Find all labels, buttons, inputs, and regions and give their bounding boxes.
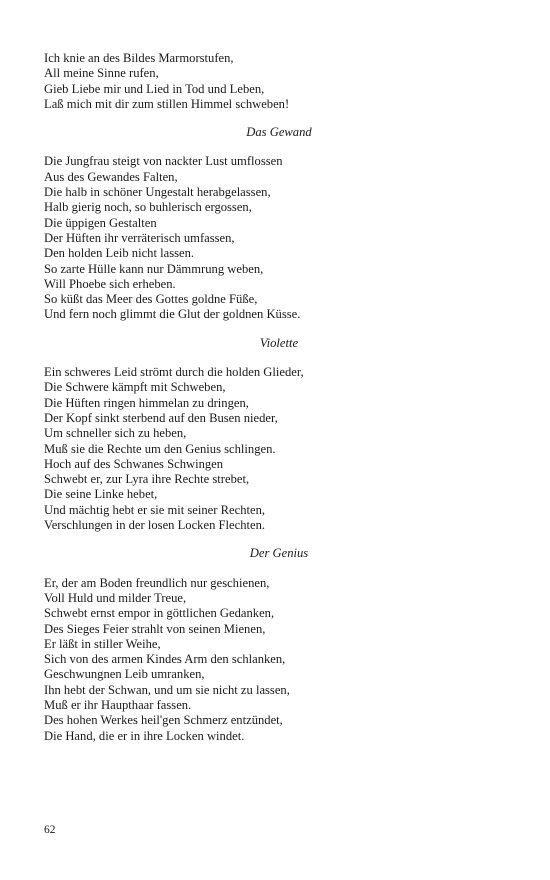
poem-page [44,51,514,744]
verse-line: Der Kopf sinkt sterbend auf den Busen nieder, [44,410,278,425]
verse-line: Er, der am Boden freundlich nur geschienen, [44,575,270,590]
verse-line: Sich von des armen Kindes Arm den schlanken, [44,652,286,667]
verse-line: Und fern noch glimmt die Glut der goldnen Küsse. [44,307,301,322]
verse-line: Ihn hebt der Schwan, und um sie nicht zu lassen, [44,682,290,697]
section-heading-violette: Violette [259,335,299,350]
verse-line: Schwebt er, zur Lyra ihre Rechte strebet, [44,472,250,487]
stanza-violette [44,365,514,533]
verse-line: Will Phoebe sich erheben. [44,276,176,291]
stanza-der-genius [44,576,514,744]
verse-line: Laß mich mit dir zum stillen Himmel schweben! [44,96,290,111]
verse-line: Schwebt ernst empor in göttlichen Gedanken, [44,606,275,621]
verse-line: Voll Huld und milder Treue, [44,590,187,605]
verse-line: All meine Sinne rufen, [44,66,159,81]
section-heading-der-genius: Der Genius [249,546,309,561]
verse-line: Die Hüften ringen himmelan zu dringen, [44,395,249,410]
page-number: 62 [44,824,56,836]
verse-line: Der Hüften ihr verräterisch umfassen, [44,230,235,245]
verse-line: Die Schwere kämpft mit Schweben, [44,380,226,395]
verse-line: Die Hand, die er in ihre Locken windet. [44,728,245,743]
verse-line: Die halb in schöner Ungestalt herabgelassen, [44,185,271,200]
verse-line: Ich knie an des Bildes Marmorstufen, [44,51,234,65]
verse-line: So zarte Hülle kann nur Dämmrung weben, [44,261,264,276]
verse-line: Ein schweres Leid strömt durch die holden Glieder, [44,365,304,380]
verse-line: Des hohen Werkes heil'gen Schmerz entzündet, [44,713,283,728]
stanza-intro [44,51,514,112]
verse-line: Den holden Leib nicht lassen. [44,246,195,261]
verse-line: Die Jungfrau steigt von nackter Lust umflossen [44,154,283,169]
verse-line: Muß sie die Rechte um den Genius schlingen. [44,441,276,456]
verse-line: Geschwungnen Leib umranken, [44,667,205,682]
verse-line: Verschlungen in der losen Locken Flechten. [44,518,266,533]
verse-line: Er läßt in stiller Weihe, [44,636,161,651]
verse-line: Die seine Linke hebet, [44,487,158,502]
verse-line: Hoch auf des Schwanes Schwingen [44,456,224,471]
verse-line: Aus des Gewandes Falten, [44,169,178,184]
verse-line: So küßt das Meer des Gottes goldne Füße, [44,292,258,307]
verse-line: Muß er ihr Haupthaar fassen. [44,697,192,712]
verse-line: Und mächtig hebt er sie mit seiner Rechten, [44,502,266,517]
section-heading-das-gewand: Das Gewand [246,125,312,140]
verse-line: Um schneller sich zu heben, [44,426,187,441]
verse-line: Halb gierig noch, so buhlerisch ergossen, [44,200,252,215]
verse-line: Die üppigen Gestalten [44,215,157,230]
stanza-das-gewand [44,154,514,322]
verse-line: Des Sieges Feier strahlt von seinen Mienen, [44,621,266,636]
verse-line: Gieb Liebe mir und Lied in Tod und Leben, [44,81,265,96]
